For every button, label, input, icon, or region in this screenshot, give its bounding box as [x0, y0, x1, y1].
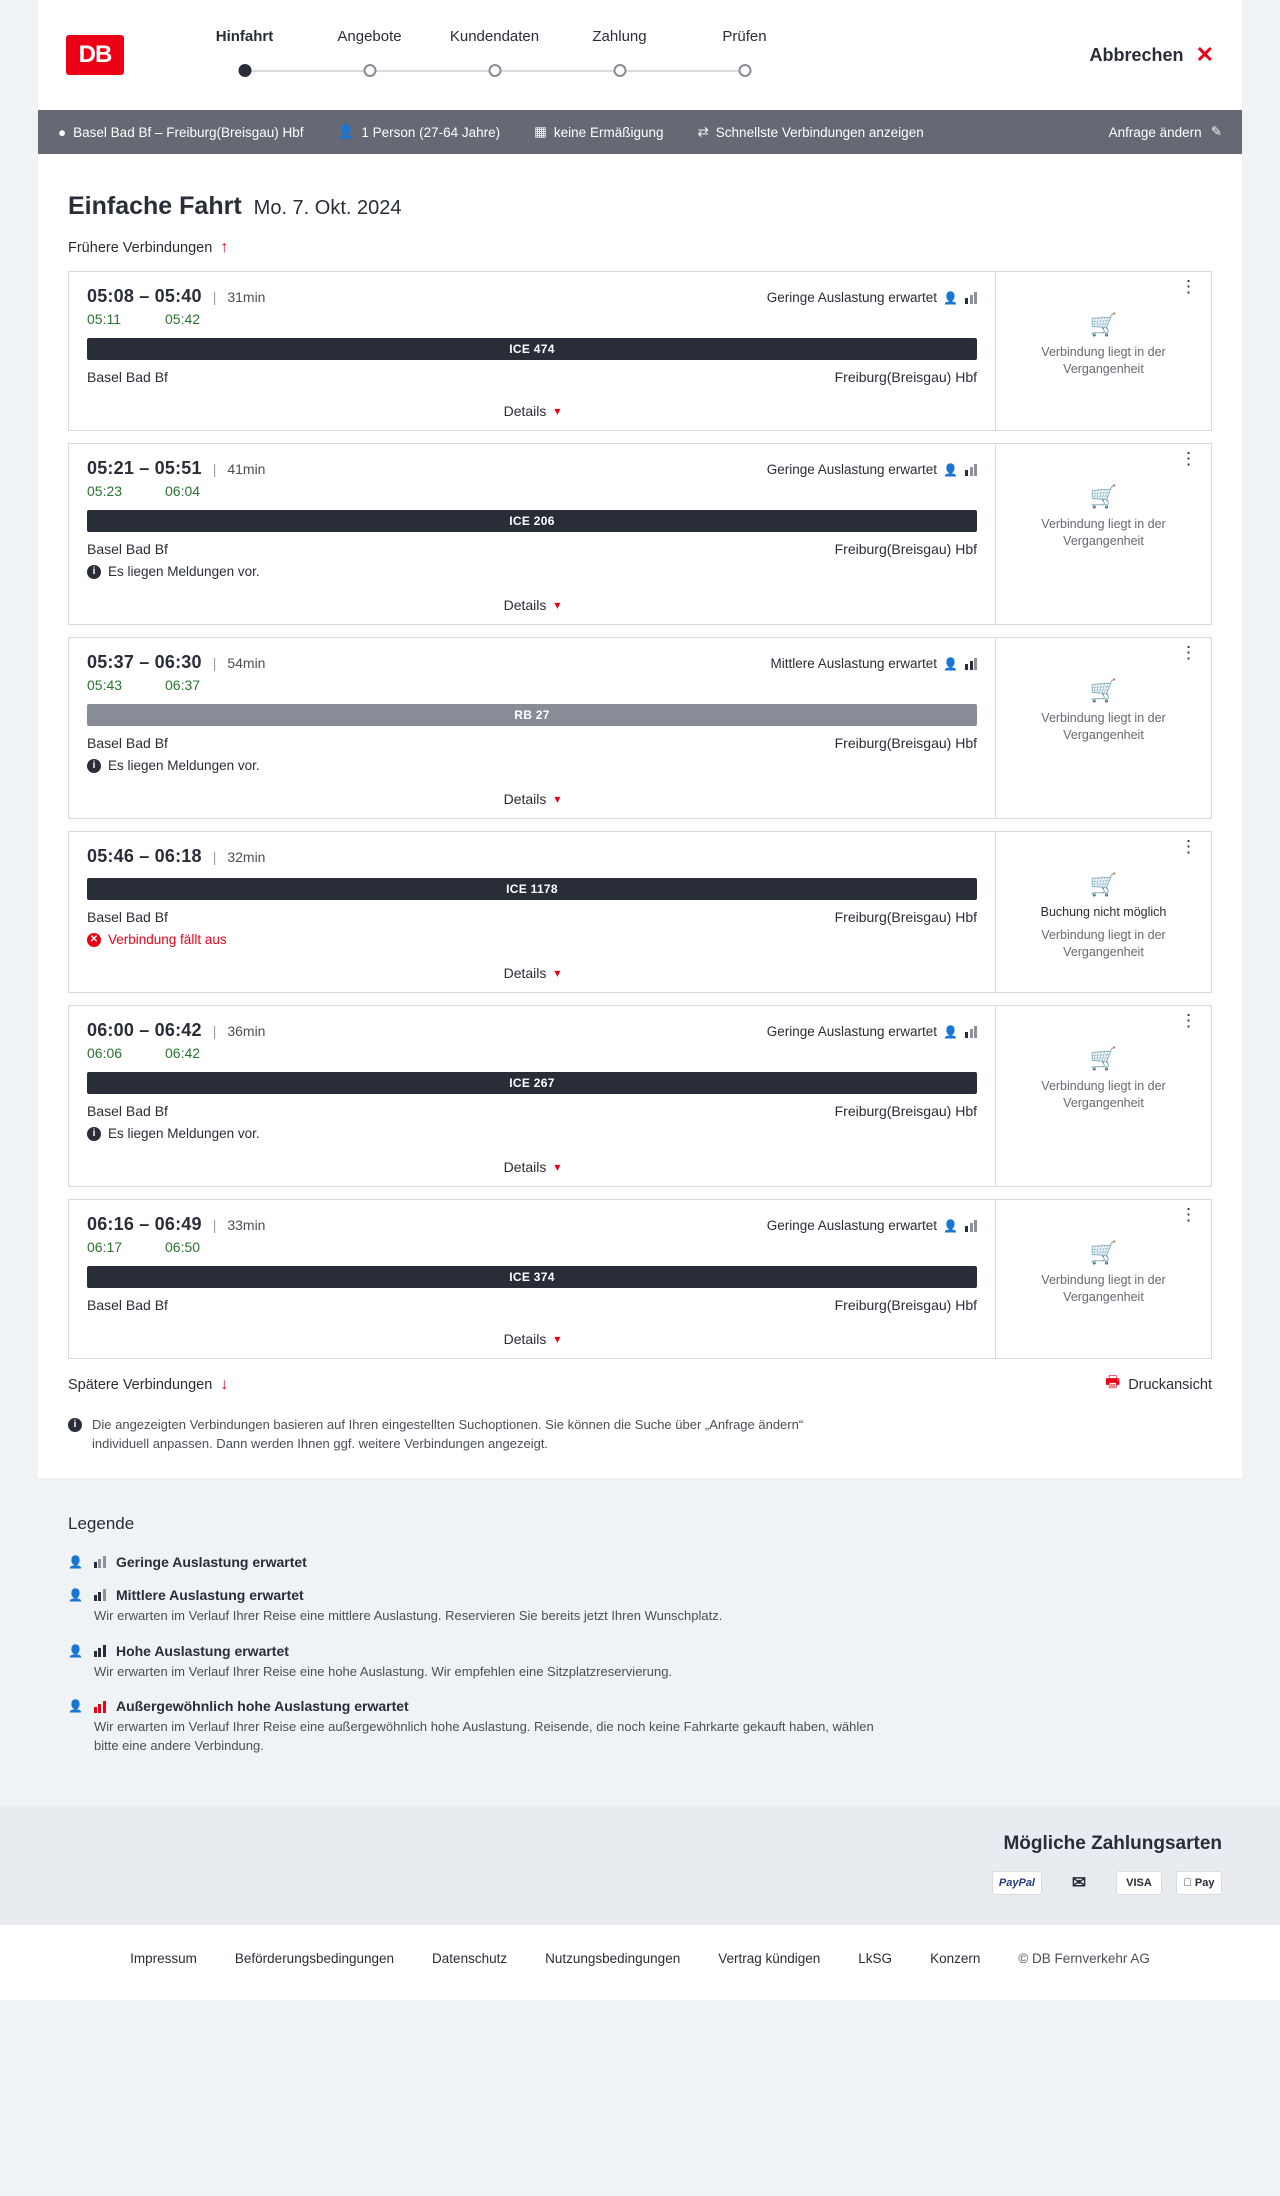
train-bar [87, 1072, 977, 1094]
card-icon: ▦ [534, 124, 547, 139]
more-options-icon[interactable]: ⋮ [1180, 1205, 1197, 1224]
station-to: Freiburg(Breisgau) Hbf [834, 1297, 977, 1313]
direct-debit-icon: ✉ [1071, 1873, 1087, 1893]
connection-card[interactable] [68, 443, 1212, 625]
realtime-arrival: 06:04 [165, 483, 201, 499]
print-view-label: Druckansicht [1128, 1376, 1212, 1393]
footer-links [0, 1951, 1280, 1966]
earlier-connections-button[interactable] [38, 221, 1242, 271]
occupancy-label: Geringe Auslastung erwartet [766, 290, 938, 305]
footer-link[interactable]: Nutzungsbedingungen [545, 1951, 681, 1967]
step-marker [557, 59, 682, 83]
booking-note: Verbindung liegt in der Vergangenheit [1041, 517, 1166, 548]
connection-stations [87, 1103, 977, 1119]
station-to: Freiburg(Breisgau) Hbf [834, 1103, 977, 1119]
later-connections-label: Spätere Verbindungen [68, 1376, 213, 1393]
train-bar [87, 878, 977, 900]
train-bar [87, 1266, 977, 1288]
more-options-icon[interactable]: ⋮ [1180, 277, 1197, 296]
creditcard-icon: VISA [1116, 1871, 1162, 1895]
more-options-icon[interactable]: ⋮ [1180, 1011, 1197, 1030]
connection-list [38, 271, 1242, 1359]
person-icon: 👤 [68, 1699, 83, 1714]
details-toggle[interactable] [87, 393, 977, 430]
legend-item-head [68, 1587, 1212, 1603]
step-kundendaten[interactable] [432, 28, 557, 83]
query-passengers-label: 1 Person (27-64 Jahre) [361, 124, 501, 140]
footer-link[interactable]: Datenschutz [432, 1951, 508, 1967]
info-icon: i [68, 1418, 82, 1432]
occupancy-indicator [767, 290, 977, 305]
query-passengers[interactable] [338, 124, 501, 140]
later-connections-button[interactable] [68, 1376, 228, 1394]
connection-details [69, 1200, 996, 1358]
train-bar [87, 338, 977, 360]
person-icon: 👤 [943, 656, 958, 671]
connection-details [69, 1006, 996, 1186]
occupancy-indicator [767, 1024, 977, 1039]
chevron-down-icon: ▾ [554, 966, 561, 980]
connection-details [69, 444, 996, 624]
cart-icon: 🛒 [1089, 872, 1118, 897]
step-dot-icon [613, 64, 626, 77]
query-route-label: Basel Bad Bf – Freiburg(Breisgau) Hbf [73, 124, 304, 140]
realtime-departure: 06:06 [87, 1045, 123, 1061]
change-query-button[interactable] [1109, 124, 1222, 140]
occupancy-bars-icon [94, 1588, 106, 1601]
person-icon: 👤 [943, 290, 958, 305]
query-sorting-label: Schnellste Verbindungen anzeigen [715, 124, 924, 140]
travel-date: Mo. 7. Okt. 2024 [253, 197, 402, 219]
occupancy-bars-icon [94, 1644, 106, 1657]
connection-duration: 54min [227, 655, 266, 671]
booking-note: Verbindung liegt in der Vergangenheit [1041, 711, 1166, 742]
station-to: Freiburg(Breisgau) Hbf [834, 909, 977, 925]
details-toggle[interactable] [87, 1149, 977, 1186]
footer-link[interactable]: Impressum [130, 1951, 197, 1967]
connection-time-row [87, 652, 977, 673]
realtime-departure: 06:17 [87, 1239, 123, 1255]
connection-times: 05:46 – 06:18 [87, 846, 202, 866]
step-marker [682, 59, 807, 83]
connection-time-row [87, 286, 977, 307]
step-marker [182, 59, 307, 83]
footer-link[interactable]: LkSG [858, 1951, 893, 1967]
train-name: ICE 474 [509, 342, 555, 356]
page-title: Einfache Fahrt [68, 192, 242, 220]
cart-icon: 🛒 [1089, 312, 1118, 337]
connection-stations [87, 541, 977, 557]
results-panel [38, 154, 1242, 1478]
booking-note: Verbindung liegt in der Vergangenheit [1041, 1079, 1166, 1110]
step-dot-icon [238, 64, 251, 77]
info-icon: i [87, 759, 101, 773]
connection-card[interactable] [68, 1005, 1212, 1187]
cancel-label: Abbrechen [1089, 44, 1184, 65]
connection-time-row [87, 846, 977, 867]
occupancy-indicator [767, 1218, 977, 1233]
step-prüfen[interactable] [682, 28, 807, 83]
step-label: Prüfen [722, 27, 767, 45]
connection-stations [87, 369, 977, 385]
step-dot-icon [488, 64, 501, 77]
occupancy-bars-icon [965, 463, 977, 476]
legend-item [68, 1643, 1212, 1682]
train-name: RB 27 [514, 708, 550, 722]
chevron-down-icon: ▾ [554, 404, 561, 418]
occupancy-indicator [767, 462, 977, 477]
person-icon: 👤 [943, 1218, 958, 1233]
step-marker [432, 59, 557, 83]
cancel-icon: ✕ [87, 933, 101, 947]
train-bar [87, 510, 977, 532]
sort-icon: ⇄ [697, 124, 709, 139]
connection-time-row [87, 458, 977, 479]
legend-items [68, 1554, 1212, 1756]
cart-icon: 🛒 [1089, 1046, 1118, 1071]
step-label: Hinfahrt [215, 27, 274, 45]
occupancy-bars-icon [94, 1555, 106, 1568]
print-view-button[interactable] [1105, 1371, 1212, 1398]
earlier-connections-label: Frühere Verbindungen [68, 240, 213, 256]
connection-times: 06:00 – 06:42 [87, 1020, 202, 1040]
person-icon: 👤 [68, 1643, 83, 1658]
applepay-icon: Pay [1176, 1871, 1222, 1895]
connection-booking [996, 1200, 1211, 1358]
more-options-icon[interactable]: ⋮ [1180, 837, 1197, 856]
connection-times: 05:21 – 05:51 [87, 458, 202, 478]
connection-note [87, 932, 977, 947]
query-discount-label: keine Ermäßigung [553, 124, 664, 140]
realtime-times [87, 1045, 977, 1061]
connection-stations [87, 735, 977, 751]
realtime-times [87, 1239, 977, 1255]
realtime-arrival: 06:37 [165, 677, 201, 693]
chevron-down-icon: ▾ [554, 1160, 561, 1174]
legend-item-label: Geringe Auslastung erwartet [115, 1553, 307, 1570]
connection-note [87, 564, 977, 579]
legend-title: Legende [68, 1513, 135, 1533]
legend-item [68, 1587, 1212, 1626]
station-to: Freiburg(Breisgau) Hbf [834, 369, 977, 385]
more-options-icon[interactable]: ⋮ [1180, 449, 1197, 468]
divider: | [212, 1023, 217, 1039]
divider: | [212, 461, 217, 477]
connection-booking [996, 1006, 1211, 1186]
connection-stations [87, 909, 977, 925]
page-footer [0, 1925, 1280, 2000]
legend-item-head [68, 1554, 1212, 1570]
footer-link[interactable]: Vertrag kündigen [718, 1951, 821, 1967]
realtime-arrival: 06:42 [165, 1045, 201, 1061]
connection-details [69, 638, 996, 818]
connection-card[interactable] [68, 831, 1212, 993]
divider: | [212, 1217, 217, 1233]
arrow-up-icon: ↑ [220, 239, 229, 256]
connection-note [87, 758, 977, 773]
legend-item [68, 1698, 1212, 1756]
chevron-down-icon: ▾ [554, 792, 561, 806]
location-pin-icon: ● [58, 124, 67, 140]
results-title-row [38, 154, 1242, 221]
connection-note-text: Verbindung fällt aus [108, 932, 227, 947]
query-sorting[interactable] [697, 124, 923, 140]
details-label: Details [503, 1331, 547, 1347]
query-discount[interactable] [534, 124, 663, 140]
chevron-down-icon: ▾ [554, 598, 561, 612]
legend-item-desc: Wir erwarten im Verlauf Ihrer Reise eine mittlere Auslastung. Reservieren Sie bereits jetzt Ihren Wunschplatz. [94, 1607, 723, 1623]
booking-note: Verbindung liegt in der Vergangenheit [1041, 927, 1166, 959]
legend-item [68, 1554, 1212, 1570]
occupancy-bars-icon [94, 1700, 106, 1713]
app-header [38, 0, 1242, 110]
connection-card[interactable] [68, 637, 1212, 819]
cart-icon: 🛒 [1089, 678, 1118, 703]
step-zahlung[interactable] [557, 28, 682, 83]
station-from: Basel Bad Bf [87, 1297, 168, 1313]
details-label: Details [503, 791, 547, 807]
booking-status: Buchung nicht möglich [1040, 905, 1167, 919]
occupancy-bars-icon [965, 657, 977, 670]
info-icon: i [87, 565, 101, 579]
connection-note [87, 1126, 977, 1141]
search-hint [68, 1416, 858, 1454]
chevron-down-icon: ▾ [554, 1332, 561, 1346]
step-marker [307, 59, 432, 83]
footer-link[interactable]: Beförderungsbedingungen [234, 1951, 395, 1967]
train-name: ICE 206 [509, 514, 555, 528]
connection-card[interactable] [68, 1199, 1212, 1359]
station-from: Basel Bad Bf [87, 735, 168, 751]
person-icon: 👤 [943, 1024, 958, 1039]
legend-item-desc: Wir erwarten im Verlauf Ihrer Reise eine hohe Auslastung. Wir empfehlen eine Sitzplatzreservierung. [94, 1663, 673, 1679]
connection-details [69, 832, 996, 992]
connection-duration: 31min [227, 289, 266, 305]
connection-note-text: Es liegen Meldungen vor. [108, 1126, 260, 1141]
step-label: Angebote [337, 27, 402, 45]
legend-item-label: Mittlere Auslastung erwartet [115, 1586, 304, 1603]
connection-card[interactable] [68, 271, 1212, 431]
booking-note: Verbindung liegt in der Vergangenheit [1041, 345, 1166, 376]
pencil-icon: ✎ [1210, 124, 1222, 139]
person-icon: 👤 [337, 124, 355, 139]
step-dot-icon [738, 64, 751, 77]
cart-icon: 🛒 [1089, 1240, 1118, 1265]
step-label: Kundendaten [449, 27, 540, 45]
legend-item-head [68, 1643, 1212, 1659]
train-name: ICE 267 [509, 1076, 555, 1090]
query-route[interactable] [58, 125, 304, 140]
payment-methods-section [0, 1807, 1280, 1925]
details-label: Details [503, 965, 547, 981]
person-icon: 👤 [943, 462, 958, 477]
station-to: Freiburg(Breisgau) Hbf [834, 735, 977, 751]
legend-item-head [68, 1698, 1212, 1714]
realtime-arrival: 05:42 [165, 311, 201, 327]
realtime-departure: 05:43 [87, 677, 123, 693]
connection-duration: 36min [227, 1023, 266, 1039]
occupancy-bars-icon [965, 1025, 977, 1038]
station-from: Basel Bad Bf [87, 541, 168, 557]
connection-times: 05:37 – 06:30 [87, 652, 202, 672]
close-icon[interactable]: ✕ [1195, 42, 1214, 67]
later-print-row [68, 1371, 1212, 1398]
occupancy-label: Geringe Auslastung erwartet [766, 462, 938, 477]
connection-booking [996, 444, 1211, 624]
train-bar [87, 704, 977, 726]
person-icon: 👤 [68, 1554, 83, 1569]
connection-note-text: Es liegen Meldungen vor. [108, 564, 260, 579]
details-toggle[interactable] [87, 1321, 977, 1358]
info-icon: i [87, 1127, 101, 1141]
connection-booking [996, 832, 1211, 992]
person-icon: 👤 [68, 1587, 83, 1602]
station-from: Basel Bad Bf [87, 909, 168, 925]
legend-item-label: Hohe Auslastung erwartet [115, 1642, 289, 1659]
occupancy-label: Geringe Auslastung erwartet [766, 1024, 938, 1039]
search-hint-text: Die angezeigten Verbindungen basieren auf Ihren eingestellten Suchoptionen. Sie können die Suche über „Anfrage ändern“ individuell anpassen. Dann werden Ihnen ggf. weitere Verbindungen angezeigt. [92, 1417, 804, 1451]
legend-item-label: Außergewöhnlich hohe Auslastung erwartet [115, 1698, 409, 1715]
connection-booking [996, 272, 1211, 430]
connection-times: 05:08 – 05:40 [87, 286, 202, 306]
details-label: Details [503, 403, 547, 419]
occupancy-bars-icon [965, 291, 977, 304]
connection-stations [87, 1297, 977, 1313]
query-summary-bar [38, 110, 1242, 154]
divider: | [212, 849, 217, 865]
station-from: Basel Bad Bf [87, 1103, 168, 1119]
payment-icons [58, 1871, 1222, 1895]
realtime-times [87, 483, 977, 499]
arrow-down-icon: ↓ [220, 1375, 229, 1393]
footer-link[interactable]: Konzern [930, 1951, 981, 1967]
occupancy-label: Geringe Auslastung erwartet [766, 1218, 938, 1233]
db-logo[interactable]: DB [66, 35, 124, 75]
train-name: ICE 1178 [506, 882, 558, 896]
connection-time-row [87, 1020, 977, 1041]
occupancy-label: Mittlere Auslastung erwartet [770, 656, 938, 671]
connection-duration: 41min [227, 461, 266, 477]
connection-time-row [87, 1214, 977, 1235]
change-query-label: Anfrage ändern [1108, 124, 1202, 140]
details-toggle[interactable] [87, 781, 977, 818]
station-to: Freiburg(Breisgau) Hbf [834, 541, 977, 557]
cancel-button[interactable] [1090, 44, 1214, 66]
occupancy-indicator [770, 656, 977, 671]
realtime-times [87, 677, 977, 693]
step-label: Zahlung [592, 27, 647, 45]
more-options-icon[interactable]: ⋮ [1180, 643, 1197, 662]
divider: | [212, 289, 217, 305]
paypal-icon: PayPal [992, 1871, 1042, 1895]
details-toggle[interactable] [87, 587, 977, 624]
printer-icon: 🖶 [1105, 1374, 1121, 1391]
connection-duration: 33min [227, 1217, 266, 1233]
checkout-stepper [182, 28, 807, 83]
step-hinfahrt[interactable] [182, 28, 307, 83]
connection-duration: 32min [227, 849, 266, 865]
realtime-arrival: 06:50 [165, 1239, 201, 1255]
realtime-departure: 05:11 [87, 311, 121, 327]
realtime-times [87, 311, 977, 327]
payment-methods-title: Mögliche Zahlungsarten [1003, 1833, 1222, 1855]
legend-section [0, 1478, 1280, 1807]
details-toggle[interactable] [87, 955, 977, 992]
realtime-departure: 05:23 [87, 483, 123, 499]
legend-item-desc: Wir erwarten im Verlauf Ihrer Reise eine außergewöhnlich hohe Auslastung. Reisende, die noch keine Fahrkarte gekauft haben, wählen bitte eine andere Verbindung. [94, 1719, 874, 1754]
divider: | [212, 655, 217, 671]
station-from: Basel Bad Bf [87, 369, 168, 385]
connection-note-text: Es liegen Meldungen vor. [108, 758, 260, 773]
details-label: Details [503, 597, 547, 613]
connection-details [69, 272, 996, 430]
booking-note: Verbindung liegt in der Vergangenheit [1041, 1273, 1166, 1304]
copyright: © DB Fernverkehr AG [1018, 1951, 1150, 1967]
cart-icon: 🛒 [1089, 484, 1118, 509]
connection-booking [996, 638, 1211, 818]
step-dot-icon [363, 64, 376, 77]
step-angebote[interactable] [307, 28, 432, 83]
connection-times: 06:16 – 06:49 [87, 1214, 202, 1234]
occupancy-bars-icon [965, 1219, 977, 1232]
details-label: Details [503, 1159, 547, 1175]
train-name: ICE 374 [509, 1270, 555, 1284]
